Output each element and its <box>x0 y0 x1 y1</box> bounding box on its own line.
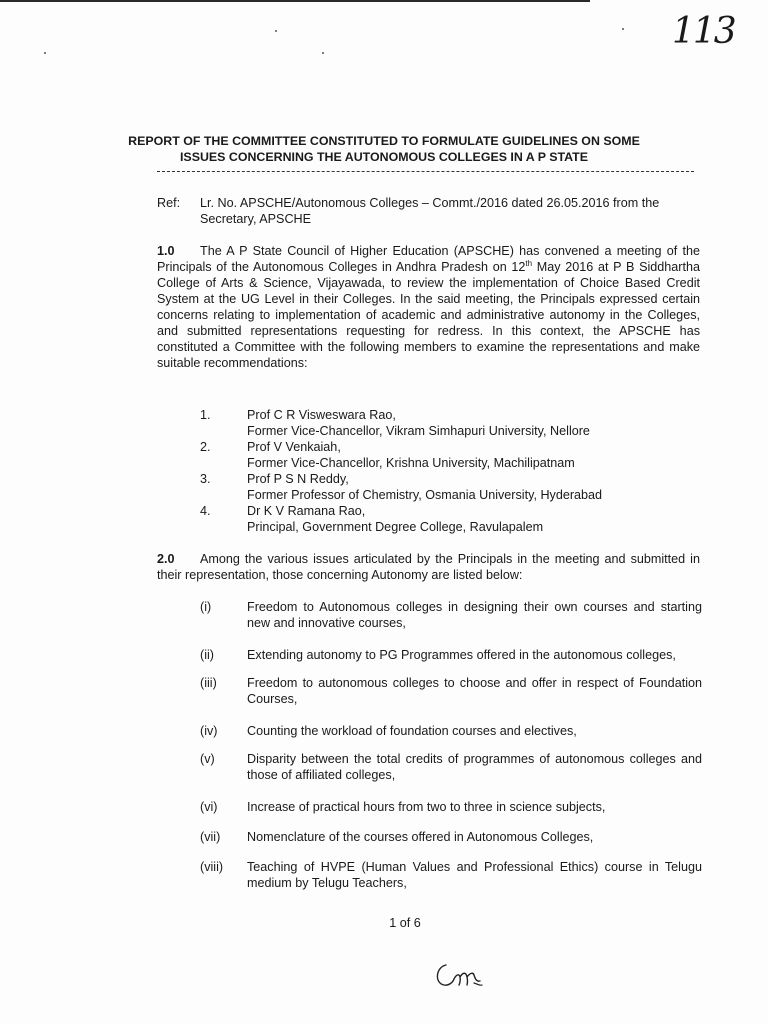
section-1-paragraph <box>157 243 700 371</box>
issue-text: Disparity between the total credits of programmes of autonomous colleges and those of affiliated colleges, <box>247 752 702 782</box>
member-number: 3. <box>200 472 211 486</box>
issue-text: Freedom to Autonomous colleges in designing their own courses and starting new and innovative courses, <box>247 600 702 630</box>
member-designation: Former Professor of Chemistry, Osmania University, Hyderabad <box>247 488 603 502</box>
handwritten-initials-signature <box>432 955 492 991</box>
member-name: Prof P S N Reddy, <box>247 472 349 486</box>
section-1-text-a: The A P State Council of Higher Education (APSCHE) has convened a meeting of the Principals of the Autonomous Colleges in Andhra Pradesh on 12 <box>157 244 700 274</box>
issue-text: Counting the workload of foundation courses and electives, <box>247 724 577 738</box>
issue-number: (v) <box>200 752 215 766</box>
ref-label: Ref: <box>157 196 181 210</box>
issue-number: (viii) <box>200 860 224 874</box>
section-2-number: 2.0 <box>157 552 175 566</box>
scan-speck <box>622 28 624 30</box>
member-name: Prof V Venkaiah, <box>247 440 341 454</box>
section-1-sup: th <box>525 258 533 268</box>
page-footer: 1 of 6 <box>389 916 421 930</box>
member-number: 1. <box>200 408 211 422</box>
ref-line-1: Lr. No. APSCHE/Autonomous Colleges – Commt./2016 dated 26.05.2016 from the <box>200 196 660 210</box>
member-designation: Principal, Government Degree College, Ravulapalem <box>247 520 544 534</box>
report-title-line-1: REPORT OF THE COMMITTEE CONSTITUTED TO FORMULATE GUIDELINES ON SOME <box>128 134 640 148</box>
handwritten-page-number: 113 <box>672 11 735 52</box>
member-name: Dr K V Ramana Rao, <box>247 504 366 518</box>
ref-line-2: Secretary, APSCHE <box>200 212 312 226</box>
scan-edge-line <box>0 0 590 2</box>
member-number: 2. <box>200 440 211 454</box>
member-designation: Former Vice-Chancellor, Vikram Simhapuri University, Nellore <box>247 424 590 438</box>
scan-speck <box>275 30 277 32</box>
section-2-paragraph <box>157 551 700 583</box>
issue-text: Freedom to autonomous colleges to choose and offer in respect of Foundation Courses, <box>247 676 702 706</box>
issue-number: (iv) <box>200 724 218 738</box>
issue-number: (ii) <box>200 648 214 662</box>
member-name: Prof C R Visweswara Rao, <box>247 408 396 422</box>
scan-speck <box>322 52 324 54</box>
member-designation: Former Vice-Chancellor, Krishna University, Machilipatnam <box>247 456 575 470</box>
issue-number: (iii) <box>200 676 217 690</box>
issue-text: Nomenclature of the courses offered in Autonomous Colleges, <box>247 830 594 844</box>
dashed-divider <box>157 171 694 172</box>
issue-number: (i) <box>200 600 212 614</box>
scan-speck <box>44 52 46 54</box>
issue-text: Extending autonomy to PG Programmes offered in the autonomous colleges, <box>247 648 676 662</box>
member-number: 4. <box>200 504 211 518</box>
issue-number: (vi) <box>200 800 218 814</box>
ref-text <box>200 195 700 227</box>
section-1-number: 1.0 <box>157 244 175 258</box>
section-2-text: Among the various issues articulated by the Principals in the meeting and submitted in their representation, those concerning Autonomy are listed below: <box>157 552 700 582</box>
section-1-text-b: May 2016 at P B Siddhartha College of Arts & Science, Vijayawada, to review the implementation of Choice Based Credit System at the UG Level in their Colleges. In the said meeting, the Principals expressed certain concerns relating to implementation of academic and administrative autonomy in the Colleges, and submitted representations requesting for redress. In this context, the APSCHE has constituted a Committee with the following members to examine the representations and make suitable recommendations: <box>157 260 700 370</box>
issue-text: Increase of practical hours from two to three in science subjects, <box>247 800 606 814</box>
report-title-line-2: ISSUES CONCERNING THE AUTONOMOUS COLLEGES IN A P STATE <box>179 150 588 164</box>
issue-number: (vii) <box>200 830 221 844</box>
issue-text: Teaching of HVPE (Human Values and Professional Ethics) course in Telugu medium by Telugu Teachers, <box>247 860 702 890</box>
